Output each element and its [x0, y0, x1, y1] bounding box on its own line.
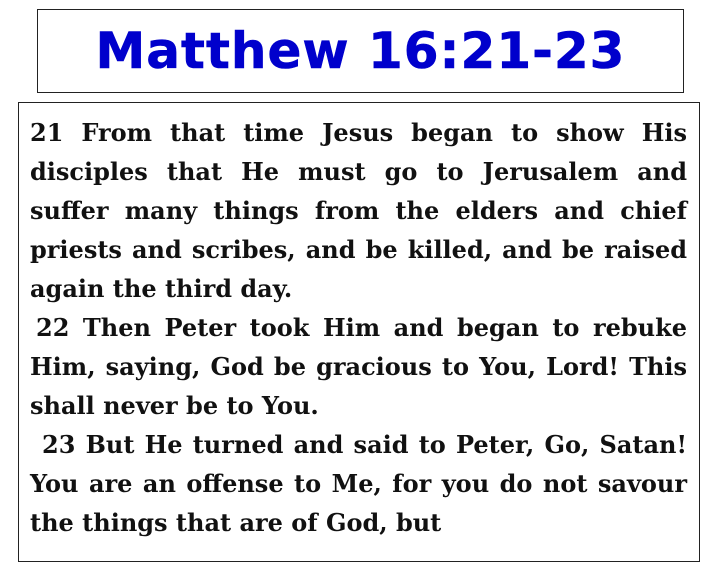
title-box	[37, 9, 684, 93]
verse-22: 22 Then Peter took Him and began to rebuke Him, saying, God be gracious to You, Lord! This shall never be to You.	[30, 313, 687, 420]
verse-21: 21 From that time Jesus began to show His disciples that He must go to Jerusalem and suffer many things from the elders and chief priests and scribes, and be killed, and be raised again the third day.	[30, 118, 687, 303]
page-title: Matthew 16:21-23	[95, 22, 626, 80]
verse-text-box	[18, 102, 700, 562]
verse-23: 23 But He turned and said to Peter, Go, Satan! You are an offense to Me, for you do not savour the things that are of God, but	[30, 430, 687, 537]
